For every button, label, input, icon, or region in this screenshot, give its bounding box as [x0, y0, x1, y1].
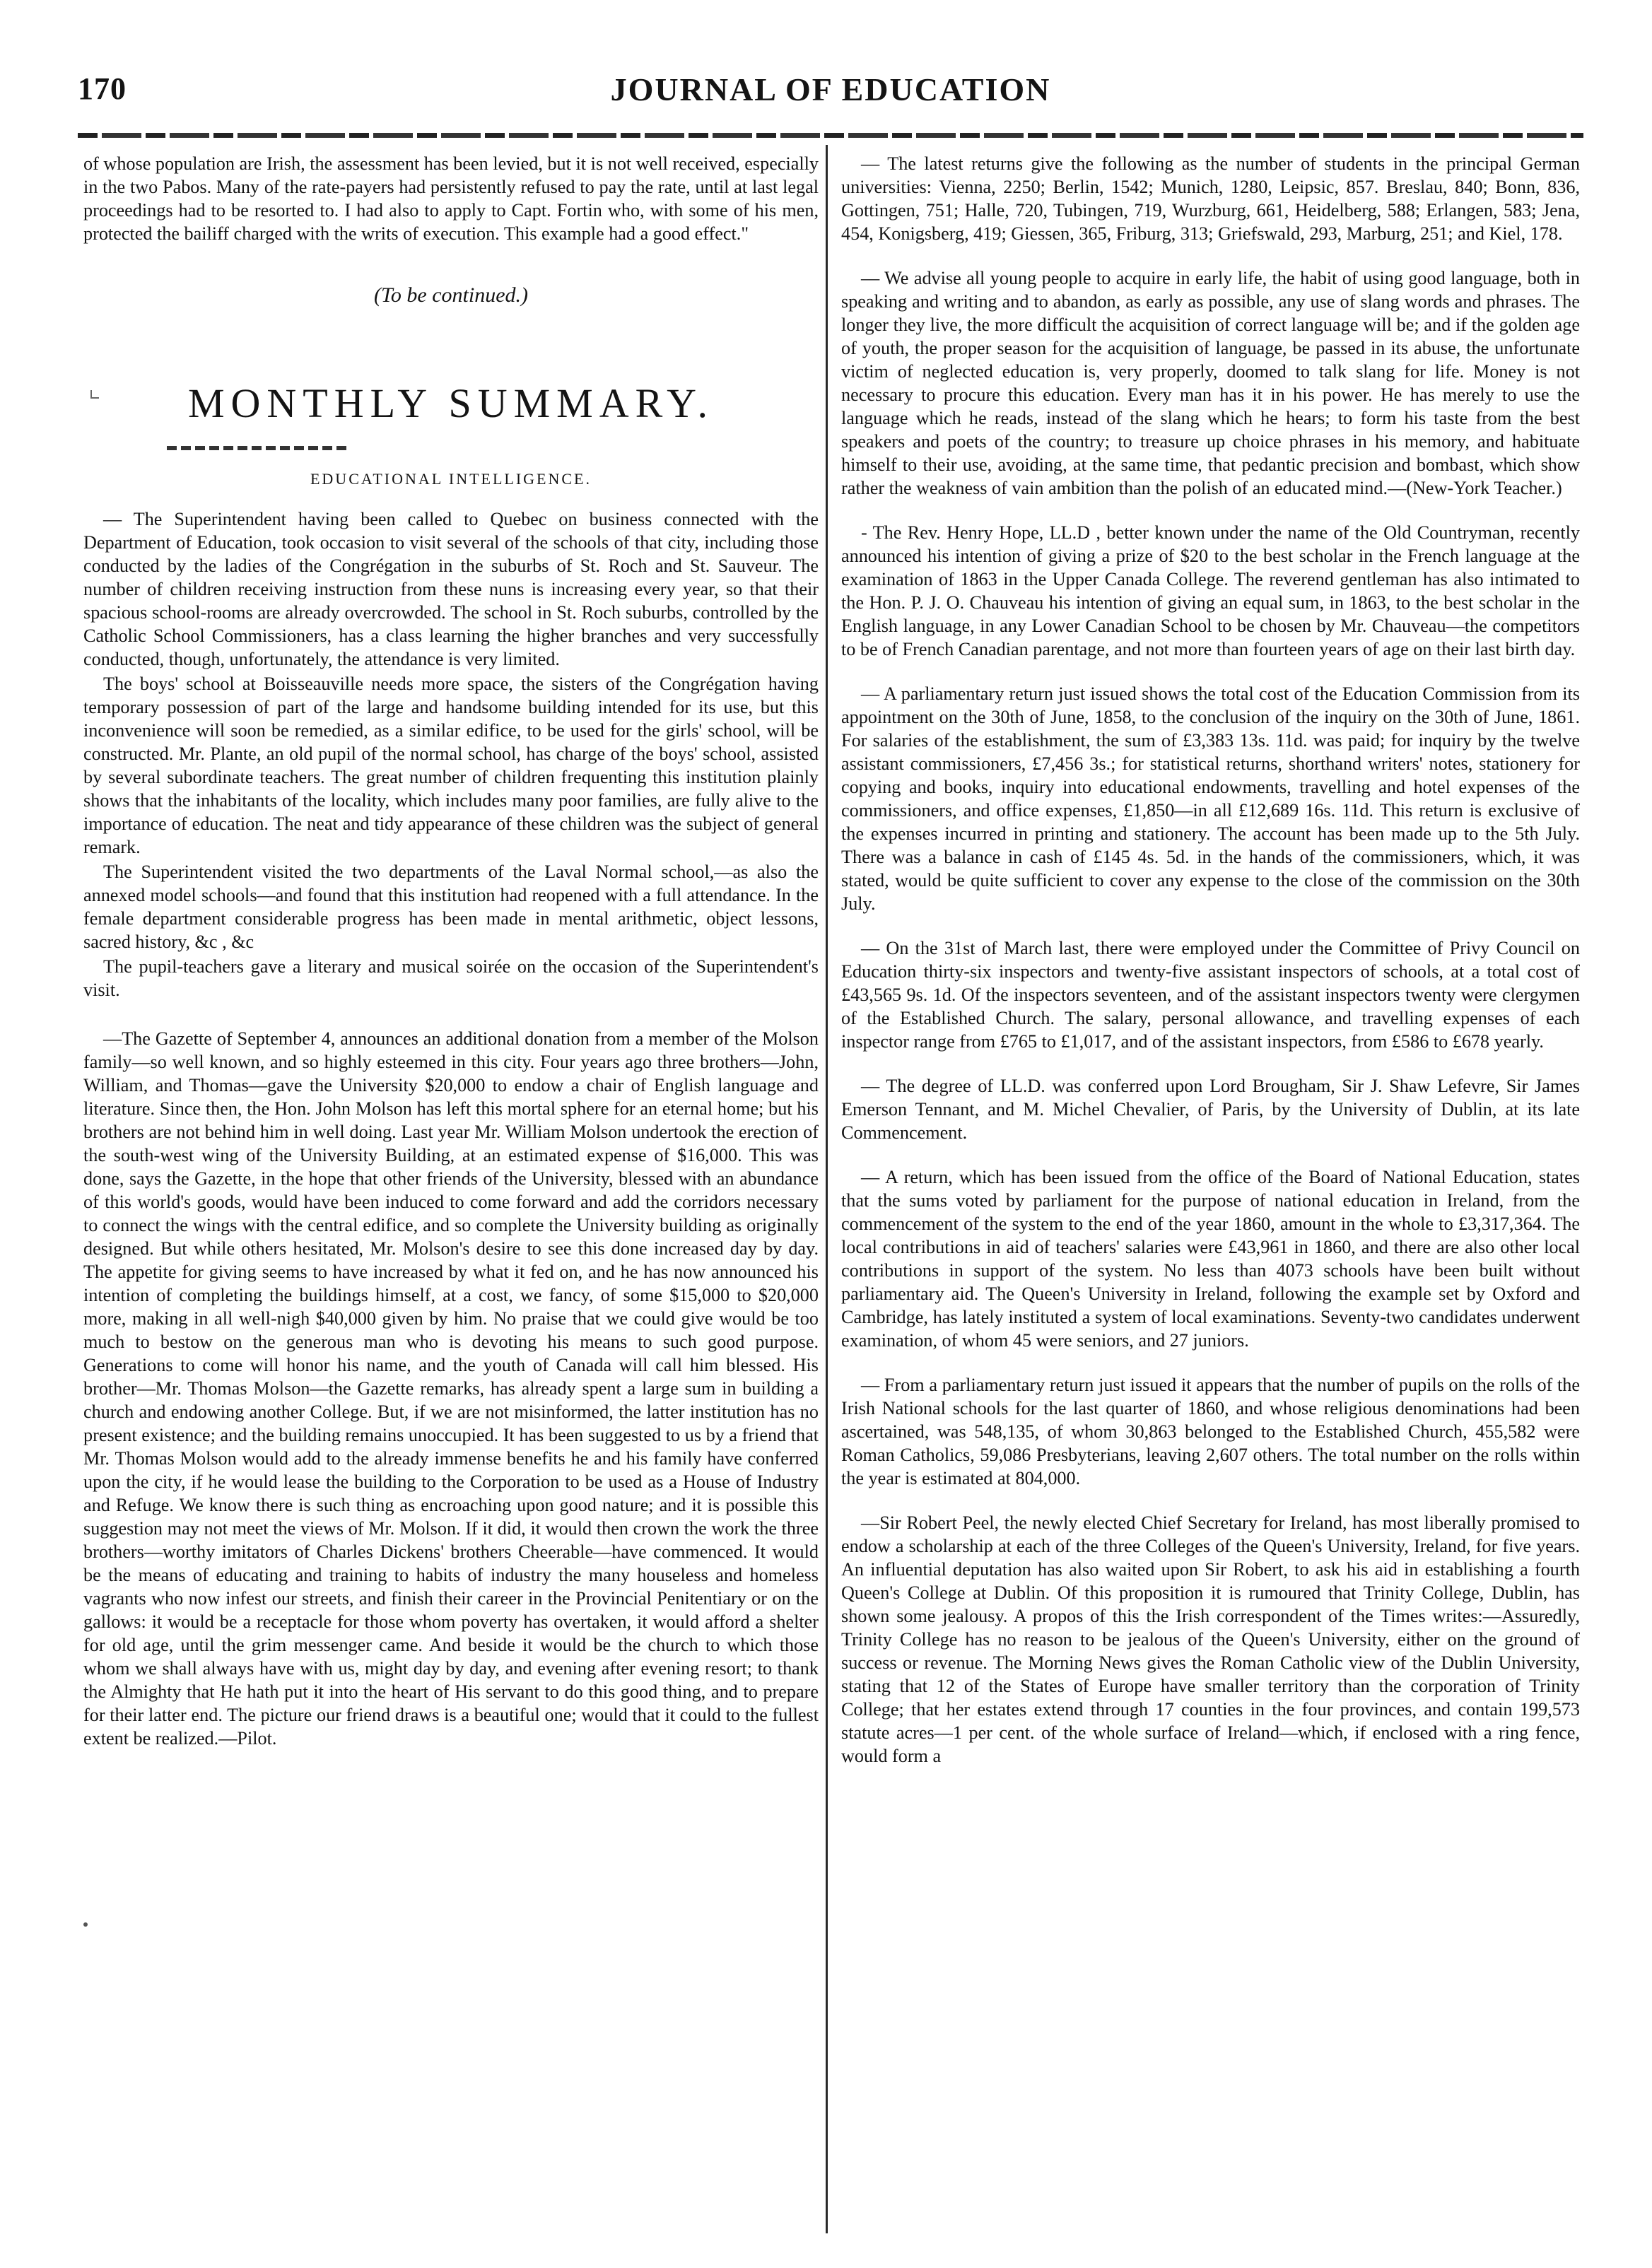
left-column: [83, 152, 819, 1751]
column-divider: [826, 145, 828, 2233]
news-item: — The latest returns give the following as the number of students in the principal German universities: Vienna, 2250; Berlin, 1542; Munich, 1280, Leipsic, 857. Breslau, 840; Bonn, 836, Gottingen, 751; Halle, 720, Tubingen, 719, Wurzburg, 661, Heidelberg, 588; Erlangen, 583; Jena, 454, Konigsberg, 419; Giessen, 365, Friburg, 313; Griefswald, 293, Marburg, 251; and Kiel, 178.: [841, 153, 1580, 244]
news-item: — The degree of LL.D. was conferred upon Lord Brougham, Sir J. Shaw Lefevre, Sir James Emerson Tennant, and M. Michel Chevalier, of Paris, by the University of Dublin, at its late Commencement.: [841, 1076, 1580, 1143]
right-column: [841, 152, 1580, 1769]
section-title: MONTHLY SUMMARY.: [187, 380, 715, 426]
margin-dot: [83, 1922, 88, 1927]
news-item: - The Rev. Henry Hope, LL.D , better known under the name of the Old Countryman, recently announced his intention of giving a prize of $20 to the best scholar in the French language at the examination of 1863 in the Upper Canada College. The reverend gentleman has also intimated to the Hon. P. J. O. Chauveau his intention of giving an equal sum, in 1863, to the best scholar in the English language, in any Lower Canadian School to be chosen by Mr. Chauveau—the competitors to be of French Canadian parentage, and not more than fourteen years of age on their last birth day.: [841, 522, 1580, 659]
opening-paragraph: of whose population are Irish, the assessment has been levied, but it is not well received, especially in the two Pabos. Many of the rate-payers had persistently refused to pay the rate, until at last legal proceedings had to be resorted to. I had also to apply to Capt. Fortin who, with some of his men, protected the bailiff charged with the writs of execution. This example had a good effect.": [83, 153, 819, 244]
page-header: [78, 71, 1583, 120]
decorative-rule: [167, 446, 351, 450]
news-item: — We advise all young people to acquire in early life, the habit of using good language, both in speaking and writing and to abandon, as early as possible, any use of slang words and phrases. The longer they live, the more difficult the acquisition of correct language will be; and if the golden age of youth, the proper season for the acquisition of language, be passed in its abuse, the unfortunate victim of neglected education is, very properly, doomed to talk slang for life. Money is not necessary to procure this education. Every man has it in his power. He has merely to use the language which he reads, instead of the slang which he hears; to form his taste from the best speakers and poets of the country; to treasure up choice phrases in his memory, and habituate himself to their use, avoiding, at the same time, that pedantic precision and bombast, which show rather the weakness of vain ambition than the polish of an educated mind.—(New-York Teacher.): [841, 268, 1580, 498]
news-item: —Sir Robert Peel, the newly elected Chief Secretary for Ireland, has most liberally promised to endow a scholarship at each of the three Colleges of the Queen's University, Ireland, for five years. An influential deputation has also waited upon Sir Robert, to ask his aid in establishing a fourth Queen's College at Dublin. Of this proposition it is rumoured that Trinity College, Dublin, has shown some jealousy. A propos of this the Irish correspondent of the Times writes:—Assuredly, Trinity College has no reason to be jealous of the Queen's University, either on the ground of success or revenue. The Morning News gives the Roman Catholic view of the Dublin University, stating that 12 of the States of Europe have smaller territory than the corporation of Trinity College; that her estates extend through 17 counties in the four provinces, and contain 199,573 statute acres—1 per cent. of the whole surface of Ireland—which, if enclosed with a ring fence, would form a: [841, 1512, 1580, 1766]
article-paragraph: The Superintendent visited the two departments of the Laval Normal school,—as also the annexed model schools—and found that this institution had reopened with a full attendance. In the female department considerable progress has been made in mental arithmetic, object lessons, sacred history, &c , &c: [83, 862, 819, 952]
running-title: JOURNAL OF EDUCATION: [610, 71, 1051, 107]
news-item: — From a parliamentary return just issued it appears that the number of pupils on the rolls of the Irish National schools for the last quarter of 1860, and whose religious denominations had been ascertained, was 548,135, of whom 30,863 belonged to the Established Church, 455,582 were Roman Catholics, 59,086 Presbyterians, leaving 2,607 others. The total number on the rolls within the year is estimated at 804,000.: [841, 1375, 1580, 1488]
article-paragraph: — The Superintendent having been called to Quebec on business connected with the Department of Education, took occasion to visit several of the schools of that city, including those conducted by the ladies of the Congrégation in the suburbs of St. Roch and St. Sauveur. The number of children receiving instruction from these nuns is increasing every year, so that their spacious school-rooms are already overcrowded. The school in St. Roch suburbs, controlled by the Catholic School Commissioners, has a class learning the higher branches and very successfully conducted, though, unfortunately, the attendance is very limited.: [83, 509, 819, 669]
news-item: — On the 31st of March last, there were employed under the Committee of Privy Council on Education thirty-six inspectors and twenty-five assistant inspectors of schools, at a total cost of £43,565 9s. 1d. Of the inspectors seventeen, and of the assistant inspectors twenty were clergymen of the Established Church. The salary, personal allowance, and travelling expenses of each inspector range from £765 to £1,017, and of the assistant inspectors, from £586 to £678 yearly.: [841, 938, 1580, 1052]
continued-note: (To be continued.): [373, 283, 529, 307]
news-item: — A parliamentary return just issued shows the total cost of the Education Commission from its appointment on the 30th of June, 1858, to the conclusion of the inquiry on the 30th of June, 1861. For salaries of the establishment, the sum of £3,383 13s. 11d. was paid; for inquiry by the twelve assistant commissioners, £7,456 3s.; for statistical returns, shorthand writers' notes, stationery for copying and books, inquiry into educational endowments, travelling and hotel expenses of the commissioners, and office expenses, £1,850—in all £12,689 16s. 11d. This return is exclusive of the expenses incurred in printing and stationery. The account has been made up to the 5th July. There was a balance in cash of £145 4s. 5d. in the hands of the commissioners, which, it was stated, would be quite sufficient to cover any expense to the close of the commission on the 30th July.: [841, 683, 1580, 914]
header-rule: [78, 133, 1583, 138]
article-paragraph: The boys' school at Boisseauville needs more space, the sisters of the Congrégation having temporary possession of part of the large and handsome building intended for its use, but this inconvenience will soon be remedied, as a similar edifice, to be used for the girls' school, will be constructed. Mr. Plante, an old pupil of the normal school, has charge of the boys' school, assisted by several subordinate teachers. The great number of children frequenting this institution plainly shows that the inhabitants of the locality, which includes many poor families, are fully alive to the importance of education. The neat and tidy appearance of these children was the subject of general remark.: [83, 674, 819, 857]
article-paragraph: The pupil-teachers gave a literary and musical soirée on the occasion of the Superintendent's visit.: [83, 956, 819, 1000]
news-item: — A return, which has been issued from the office of the Board of National Education, states that the sums voted by parliament for the purpose of national education in Ireland, from the commencement of the system to the end of the year 1860, amount in the whole to £3,317,364. The local contributions in aid of teachers' salaries were £43,961 in 1860, and there are also other local contributions in support of the system. No less than 4073 schools have been built without parliamentary aid. The Queen's University in Ireland, following the example set by Oxford and Cambridge, has lately instituted a system of local examinations. Seventy-two candidates underwent examination, of whom 45 were seniors, and 27 juniors.: [841, 1167, 1580, 1351]
page-number: 170: [78, 71, 127, 106]
article-paragraph: —The Gazette of September 4, announces an additional donation from a member of the Molson family—so well known, and so highly esteemed in this city. Four years ago three brothers—John, William, and Thomas—gave the University $20,000 to endow a chair of English language and literature. Since then, the Hon. John Molson has left this mortal sphere for an eternal home; but his brothers are not behind him in well doing. Last year Mr. William Molson undertook the erection of the south-west wing of the University Building, at an estimated expense of $16,000. This was done, says the Gazette, in the hope that other friends of the University, blessed with an abundance of this world's goods, would have been induced to come forward and add the corridors necessary to connect the wings with the central edifice, and so complete the University building as originally designed. But while others hesitated, Mr. Molson's desire to see this done increased day by day. The appetite for giving seems to have increased by what it fed on, and he has now announced his intention of completing the buildings himself, at a cost, we fancy, of some $15,000 to $20,000 more, making in all well-nigh $40,000 given by him. No praise that we could give would be too much to bestow on the generous man who is devoting his means to such good purpose. Generations to come will honor his name, and the youth of Canada will call him blessed. His brother—Mr. Thomas Molson—the Gazette remarks, has already spent a large sum in building a church and endowing another College. But, if we are not misinformed, the latter institution has no present existence; and the building remains unoccupied. It has been suggested to us by a friend that Mr. Thomas Molson would add to the already immense benefits he and his family have conferred upon the city, if he would lease the building to the Corporation to be used as a House of Industry and Refuge. We know there is such thing as encroaching upon good nature; and it is possible this suggestion may not meet the views of Mr. Molson. If it did, it would then crown the work the three brothers—worthy imitators of Charles Dickens' brothers Cheerable—have commenced. It would be the means of educating and training to habits of industry the many houseless and homeless vagrants who now infest our streets, and finish their career in the Provincial Penitentiary or on the gallows: it would be a receptacle for those whom poverty has overtaken, it would afford a shelter for old age, until the grim messenger came. And beside it would be the church to which those whom we shall always have with us, might day by day, and evening after evening resort; to thank the Almighty that He hath put it into the heart of His servant to do this good thing, and to prepare for their latter end. The picture our friend draws is a beautiful one; would that it could to the fullest extent be realized.—Pilot.: [83, 1028, 819, 1749]
sub-heading: EDUCATIONAL INTELLIGENCE.: [310, 470, 592, 488]
